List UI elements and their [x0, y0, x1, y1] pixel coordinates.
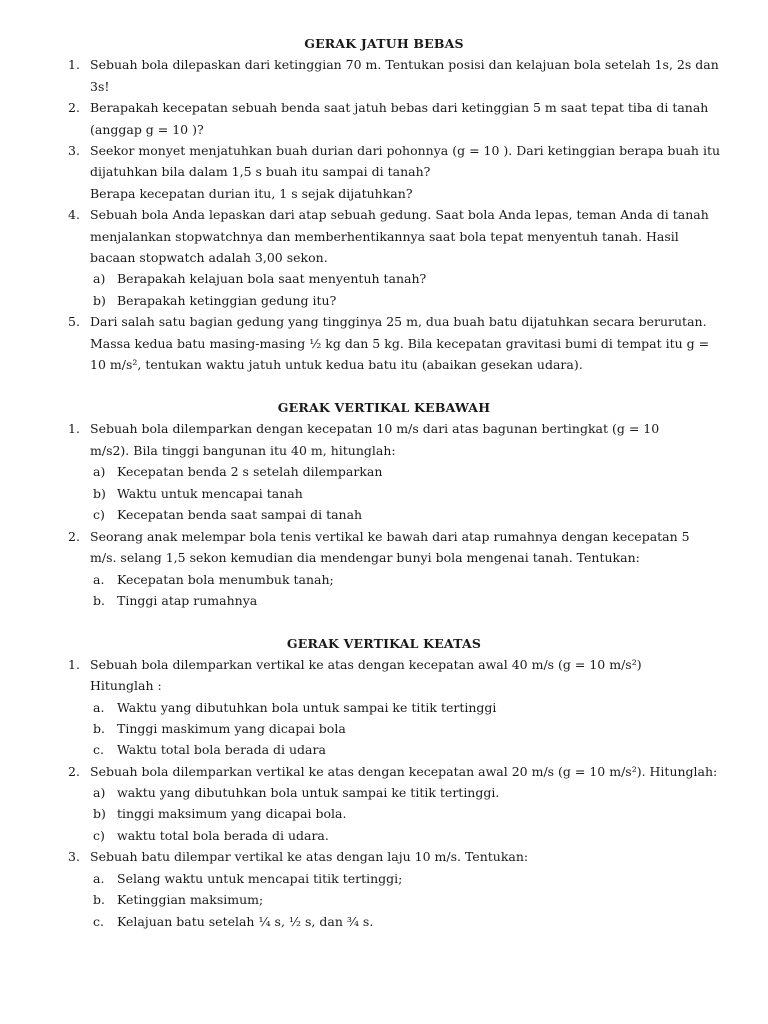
sub-item-label: c. — [93, 742, 104, 757]
item-text: 10 m/s², tentukan waktu jatuh untuk kedua batu itu (abaikan gesekan udara). — [90, 357, 583, 372]
item-text: Sebuah bola dilemparkan vertikal ke atas dengan kecepatan awal 20 m/s (g = 10 m/s²). Hitunglah: — [90, 764, 718, 779]
sub-item-text: Tinggi atap rumahnya — [117, 593, 258, 608]
section-title: GERAK VERTIKAL KEBAWAH — [277, 400, 491, 415]
sub-item-text: Waktu untuk mencapai tanah — [117, 486, 303, 501]
sub-item-text: Kecepatan benda saat sampai di tanah — [117, 507, 363, 522]
item-text: 3s! — [90, 79, 110, 94]
item-text: menjalankan stopwatchnya dan memberhentikannya saat bola tepat menyentuh tanah. Hasil — [90, 229, 679, 244]
item-text: Sebuah bola dilemparkan vertikal ke atas dengan kecepatan awal 40 m/s (g = 10 m/s²) — [90, 657, 642, 672]
section-title: GERAK VERTIKAL KEATAS — [286, 636, 482, 651]
sub-item-text: Kecepatan benda 2 s setelah dilemparkan — [117, 464, 383, 479]
sub-item-text: Berapakah ketinggian gedung itu? — [117, 293, 337, 308]
item-number: 3. — [68, 143, 80, 158]
item-text: Dari salah satu bagian gedung yang tingginya 25 m, dua buah batu dijatuhkan secara berurutan. — [90, 314, 707, 329]
item-number: 1. — [68, 421, 80, 436]
sub-item-text: waktu yang dibutuhkan bola untuk sampai ke titik tertinggi. — [117, 785, 500, 800]
sub-item-label: b) — [93, 486, 106, 501]
item-number: 4. — [68, 207, 80, 222]
item-number: 2. — [68, 764, 80, 779]
item-number: 5. — [68, 314, 80, 329]
item-text: m/s2). Bila tinggi bangunan itu 40 m, hitunglah: — [90, 443, 396, 458]
item-text: Sebuah batu dilempar vertikal ke atas dengan laju 10 m/s. Tentukan: — [90, 849, 529, 864]
sub-item-label: a. — [93, 871, 105, 886]
item-number: 1. — [68, 57, 80, 72]
item-text: bacaan stopwatch adalah 3,00 sekon. — [90, 250, 328, 265]
item-text: Massa kedua batu masing-masing ½ kg dan 5 kg. Bila kecepatan gravitasi bumi di tempat itu g = — [90, 336, 710, 351]
item-text: Berapa kecepatan durian itu, 1 s sejak dijatuhkan? — [90, 186, 413, 201]
item-text: Sebuah bola Anda lepaskan dari atap sebuah gedung. Saat bola Anda lepas, teman Anda di tanah — [90, 207, 709, 222]
sub-item-text: waktu total bola berada di udara. — [117, 828, 329, 843]
sub-item-label: b. — [93, 892, 105, 907]
sub-item-text: Selang waktu untuk mencapai titik tertinggi; — [117, 871, 403, 886]
sub-item-text: tinggi maksimum yang dicapai bola. — [117, 806, 347, 821]
sub-item-label: a) — [93, 785, 106, 800]
sub-item-label: c) — [93, 507, 105, 522]
sub-item-label: b) — [93, 806, 106, 821]
item-text: Seorang anak melempar bola tenis vertikal ke bawah dari atap rumahnya dengan kecepatan 5 — [90, 529, 690, 544]
item-text: Sebuah bola dilepaskan dari ketinggian 70 m. Tentukan posisi dan kelajuan bola setelah 1s, 2s dan — [90, 57, 719, 72]
item-number: 2. — [68, 100, 80, 115]
sub-item-text: Waktu yang dibutuhkan bola untuk sampai ke titik tertinggi — [117, 700, 497, 715]
item-number: 3. — [68, 849, 80, 864]
item-number: 2. — [68, 529, 80, 544]
item-text: (anggap g = 10 )? — [90, 122, 204, 137]
item-text: m/s. selang 1,5 sekon kemudian dia mendengar bunyi bola mengenai tanah. Tentukan: — [90, 550, 640, 565]
sub-item-label: c. — [93, 914, 104, 929]
item-text: Seekor monyet menjatuhkan buah durian dari pohonnya (g = 10 ). Dari ketinggian berapa buah itu — [90, 143, 721, 158]
section-title: GERAK JATUH BEBAS — [304, 36, 464, 51]
item-text: Berapakah kecepatan sebuah benda saat jatuh bebas dari ketinggian 5 m saat tepat tiba di tanah — [90, 100, 709, 115]
sub-item-label: b. — [93, 721, 105, 736]
sub-item-text: Kelajuan batu setelah ¼ s, ½ s, dan ¾ s. — [117, 914, 374, 929]
sub-item-label: a) — [93, 271, 106, 286]
sub-item-text: Ketinggian maksimum; — [117, 892, 264, 907]
sub-item-label: a) — [93, 464, 106, 479]
sub-item-label: a. — [93, 700, 105, 715]
sub-item-label: b. — [93, 593, 105, 608]
item-number: 1. — [68, 657, 80, 672]
item-text: dijatuhkan bila dalam 1,5 s buah itu sampai di tanah? — [90, 164, 431, 179]
item-text: Sebuah bola dilemparkan dengan kecepatan 10 m/s dari atas bagunan bertingkat (g = 10 — [90, 421, 660, 436]
sub-item-text: Kecepatan bola menumbuk tanah; — [117, 572, 334, 587]
sub-item-text: Waktu total bola berada di udara — [117, 742, 326, 757]
sub-item-label: b) — [93, 293, 106, 308]
sub-item-label: c) — [93, 828, 105, 843]
sub-item-text: Tinggi maskimum yang dicapai bola — [117, 721, 346, 736]
sub-item-label: a. — [93, 572, 105, 587]
sub-item-text: Berapakah kelajuan bola saat menyentuh tanah? — [117, 271, 427, 286]
item-text: Hitunglah : — [90, 678, 162, 693]
